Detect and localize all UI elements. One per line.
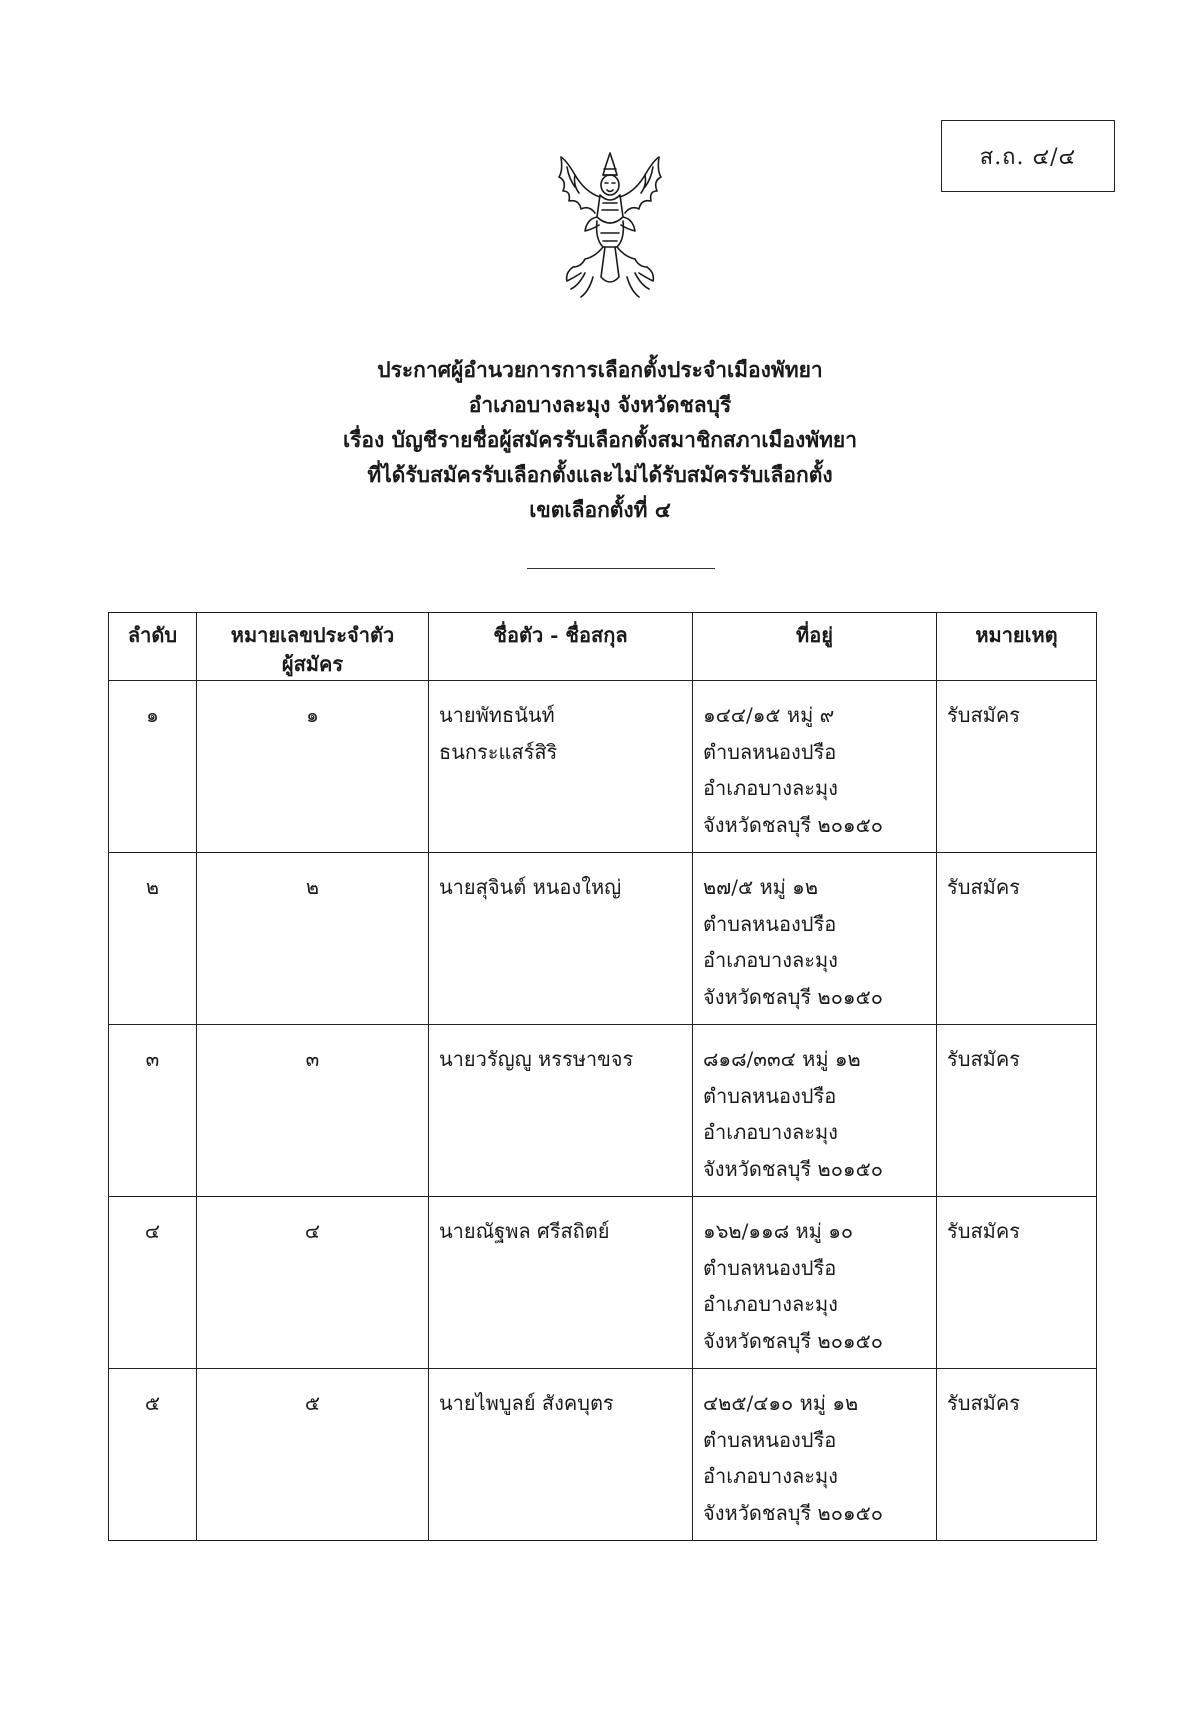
cell-address bbox=[693, 853, 937, 1025]
cell-candidate-number: ๕ bbox=[197, 1369, 429, 1541]
cell-name bbox=[429, 853, 693, 1025]
cell-order: ๒ bbox=[109, 853, 197, 1025]
cell-name bbox=[429, 1025, 693, 1197]
address-line-4: จังหวัดชลบุรี ๒๐๑๕๐ bbox=[703, 984, 883, 1009]
cell-address bbox=[693, 1025, 937, 1197]
heading-line-5: เขตเลือกตั้งที่ ๔ bbox=[529, 497, 671, 522]
heading-line-1: ประกาศผู้อำนวยการการเลือกตั้งประจำเมืองพัทยา bbox=[377, 357, 823, 382]
cell-remark: รับสมัคร bbox=[937, 853, 1097, 1025]
heading-line-2: อำเภอบางละมุง จังหวัดชลบุรี bbox=[468, 392, 732, 417]
cell-remark: รับสมัคร bbox=[937, 681, 1097, 853]
address-line-1: ๒๗/๕ หมู่ ๑๒ bbox=[703, 875, 819, 899]
header-order: ลำดับ bbox=[109, 613, 197, 681]
table-row bbox=[109, 1197, 1097, 1369]
form-code-box bbox=[941, 120, 1115, 192]
cell-order: ๓ bbox=[109, 1025, 197, 1197]
cell-remark: รับสมัคร bbox=[937, 1025, 1097, 1197]
cell-order: ๑ bbox=[109, 681, 197, 853]
heading-line-3: เรื่อง บัญชีรายชื่อผู้สมัครรับเลือกตั้งสมาชิกสภาเมืองพัทยา bbox=[342, 427, 858, 452]
address-line-2: ตำบลหนองปรือ bbox=[703, 1427, 837, 1452]
cell-remark: รับสมัคร bbox=[937, 1197, 1097, 1369]
header-candidate-number-line1: หมายเลขประจำตัว bbox=[230, 623, 395, 647]
cell-candidate-number: ๔ bbox=[197, 1197, 429, 1369]
cell-remark: รับสมัคร bbox=[937, 1369, 1097, 1541]
address-line-4: จังหวัดชลบุรี ๒๐๑๕๐ bbox=[703, 812, 883, 837]
table-row bbox=[109, 1369, 1097, 1541]
header-candidate-number-line2: ผู้สมัคร bbox=[281, 652, 344, 676]
name-line-2: ธนกระแสร์สิริ bbox=[439, 739, 558, 764]
candidate-table bbox=[108, 612, 1097, 1541]
address-line-1: ๔๒๕/๔๑๐ หมู่ ๑๒ bbox=[703, 1391, 859, 1415]
heading-line-4: ที่ได้รับสมัครรับเลือกตั้งและไม่ได้รับสมัครรับเลือกตั้ง bbox=[367, 462, 833, 487]
address-line-1: ๑๔๔/๑๕ หมู่ ๙ bbox=[703, 703, 835, 727]
cell-name bbox=[429, 1197, 693, 1369]
garuda-emblem-icon bbox=[545, 147, 675, 307]
heading-divider bbox=[527, 568, 715, 569]
announcement-heading bbox=[0, 352, 1200, 527]
address-line-1: ๑๖๒/๑๑๘ หมู่ ๑๐ bbox=[703, 1219, 854, 1243]
name-line-1: นายพัทธนันท์ bbox=[439, 703, 555, 727]
address-line-4: จังหวัดชลบุรี ๒๐๑๕๐ bbox=[703, 1328, 883, 1353]
address-line-2: ตำบลหนองปรือ bbox=[703, 911, 837, 936]
header-remark: หมายเหตุ bbox=[937, 613, 1097, 681]
name-line-1: นายวรัญญู หรรษาขจร bbox=[439, 1047, 634, 1071]
table-row bbox=[109, 853, 1097, 1025]
address-line-3: อำเภอบางละมุง bbox=[703, 1292, 838, 1316]
cell-name bbox=[429, 681, 693, 853]
cell-candidate-number: ๑ bbox=[197, 681, 429, 853]
address-line-3: อำเภอบางละมุง bbox=[703, 1464, 838, 1488]
address-line-2: ตำบลหนองปรือ bbox=[703, 1255, 837, 1280]
cell-address bbox=[693, 1197, 937, 1369]
header-name: ชื่อตัว - ชื่อสกุล bbox=[429, 613, 693, 681]
name-line-1: นายณัฐพล ศรีสถิตย์ bbox=[439, 1219, 610, 1243]
cell-candidate-number: ๓ bbox=[197, 1025, 429, 1197]
address-line-3: อำเภอบางละมุง bbox=[703, 776, 838, 800]
name-line-1: นายไพบูลย์ สังคบุตร bbox=[439, 1391, 614, 1415]
form-code-text: ส.ถ. ๔/๔ bbox=[979, 144, 1077, 170]
name-line-1: นายสุจินต์ หนองใหญ่ bbox=[439, 875, 622, 899]
cell-order: ๔ bbox=[109, 1197, 197, 1369]
address-line-3: อำเภอบางละมุง bbox=[703, 1120, 838, 1144]
cell-address bbox=[693, 681, 937, 853]
address-line-4: จังหวัดชลบุรี ๒๐๑๕๐ bbox=[703, 1500, 883, 1525]
table-row bbox=[109, 1025, 1097, 1197]
table-row bbox=[109, 681, 1097, 853]
cell-candidate-number: ๒ bbox=[197, 853, 429, 1025]
address-line-4: จังหวัดชลบุรี ๒๐๑๕๐ bbox=[703, 1156, 883, 1181]
address-line-3: อำเภอบางละมุง bbox=[703, 948, 838, 972]
cell-order: ๕ bbox=[109, 1369, 197, 1541]
cell-name bbox=[429, 1369, 693, 1541]
address-line-1: ๘๑๘/๓๓๔ หมู่ ๑๒ bbox=[703, 1047, 861, 1071]
cell-address bbox=[693, 1369, 937, 1541]
address-line-2: ตำบลหนองปรือ bbox=[703, 739, 837, 764]
header-candidate-number bbox=[197, 613, 429, 681]
header-address: ที่อยู่ bbox=[693, 613, 937, 681]
address-line-2: ตำบลหนองปรือ bbox=[703, 1083, 837, 1108]
table-header-row bbox=[109, 613, 1097, 681]
